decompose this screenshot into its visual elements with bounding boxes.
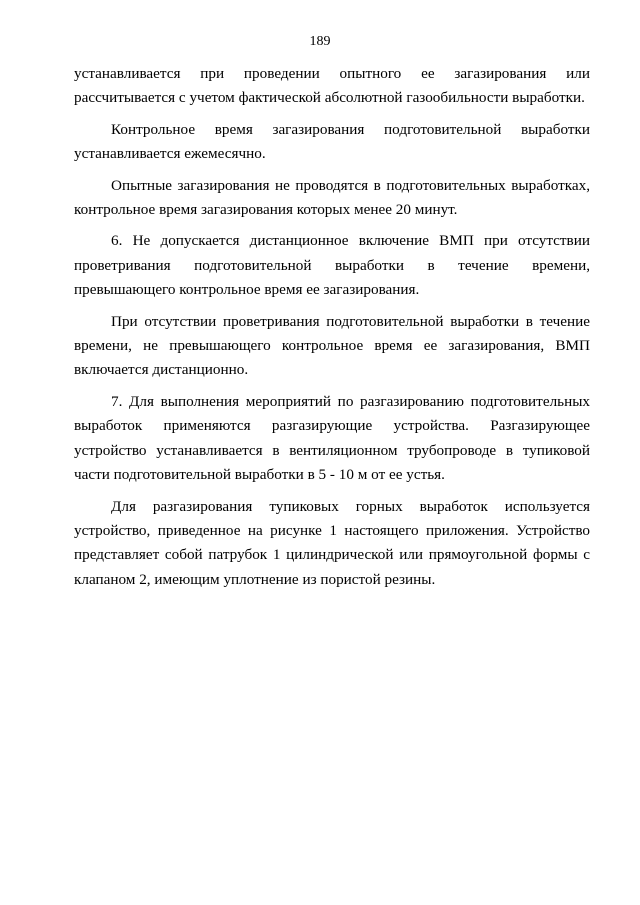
paragraph-item-6: 6. Не допускается дистанционное включение ВМП при отсутствии проветривания подготовительной выработки в течение времени, превышающего контрольное время ее загазирования. <box>74 232 590 299</box>
paragraph-test-gassing: Опытные загазирования не проводятся в подготовительных выработках, контрольное время загазирования которых менее 20 минут. <box>74 176 590 219</box>
paragraph-item-7: 7. Для выполнения мероприятий по разгазированию подготовительных выработок применяются разгазирующие устройства. Разгазирующее устройство устанавливается в вентиляционном трубопроводе в тупиковой части подготовительной выработки в 5 - 10 м от ее устья. <box>74 392 590 484</box>
paragraph-remote-start: При отсутствии проветривания подготовительной выработки в течение времени, не превышающего контрольное время ее загазирования, ВМП включается дистанционно. <box>74 312 590 379</box>
paragraph-continuation: устанавливается при проведении опытного ее загазирования или рассчитывается с учетом фактической абсолютной газообильности выработки. <box>74 65 590 107</box>
paragraph-device-description: Для разгазирования тупиковых горных выработок используется устройство, приведенное на рисунке 1 настоящего приложения. Устройство представляет собой патрубок 1 цилиндрической или прямоугольной формы с клапаном 2, имеющим уплотнение из пористой резины. <box>74 497 590 588</box>
page-number: 189 <box>309 34 331 49</box>
paragraph-control-time: Контрольное время загазирования подготовительной выработки устанавливается ежемесячно. <box>74 120 590 163</box>
body-text <box>74 62 590 599</box>
